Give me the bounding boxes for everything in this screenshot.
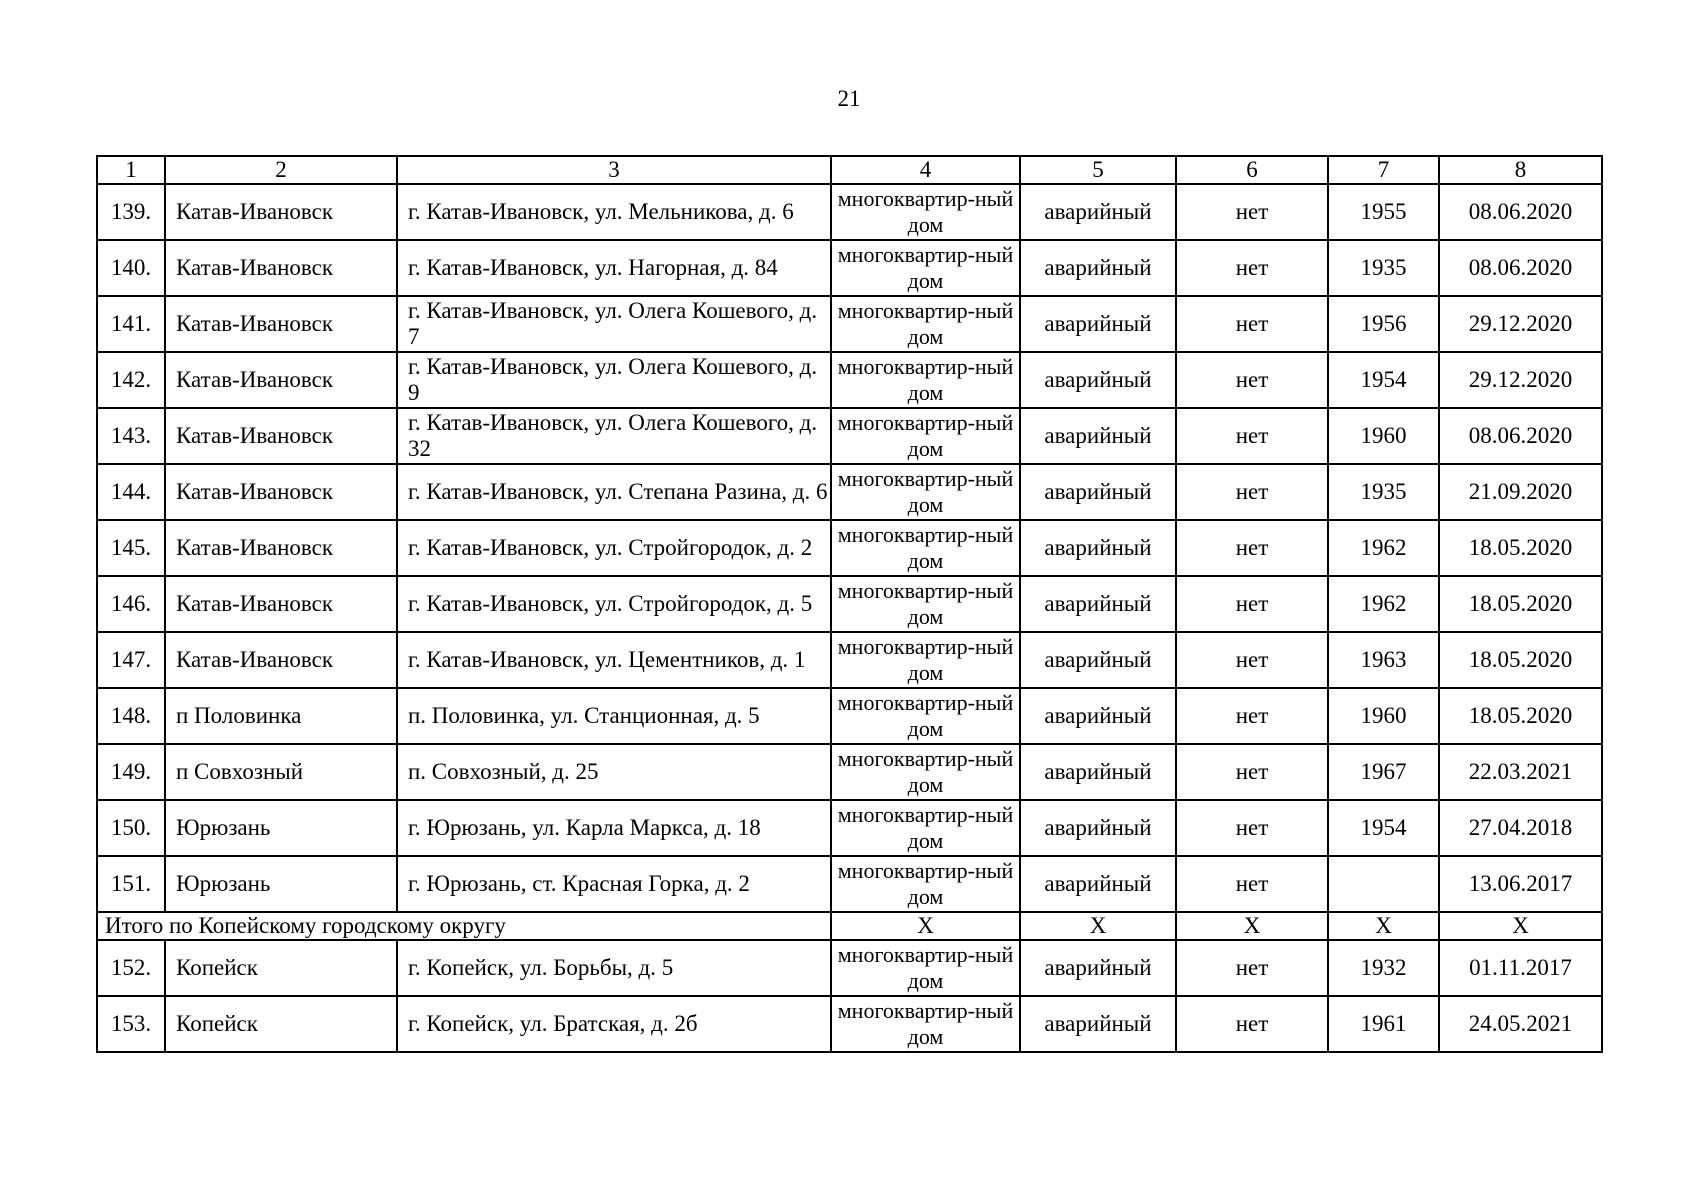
address-cell: г. Катав-Ивановск, ул. Стройгородок, д. 5 (397, 576, 831, 632)
status-cell: аварийный (1020, 520, 1176, 576)
locality-cell: Юрюзань (165, 800, 397, 856)
column-header: 4 (831, 156, 1020, 184)
not-applicable-mark: X (1020, 912, 1176, 940)
status-cell: аварийный (1020, 464, 1176, 520)
table-row (97, 996, 1602, 1052)
row-number: 149. (97, 744, 165, 800)
flag-cell: нет (1176, 744, 1328, 800)
date-cell: 22.03.2021 (1439, 744, 1602, 800)
table-row (97, 240, 1602, 296)
year-cell (1328, 856, 1439, 912)
flag-cell: нет (1176, 184, 1328, 240)
address-cell: г. Катав-Ивановск, ул. Цементников, д. 1 (397, 632, 831, 688)
building-type-cell: многоквартир-ный дом (831, 184, 1020, 240)
address-cell: г. Юрюзань, ст. Красная Горка, д. 2 (397, 856, 831, 912)
building-type-cell: многоквартир-ный дом (831, 408, 1020, 464)
date-cell: 08.06.2020 (1439, 240, 1602, 296)
not-applicable-mark: X (1328, 912, 1439, 940)
year-cell: 1962 (1328, 520, 1439, 576)
year-cell: 1954 (1328, 352, 1439, 408)
year-cell: 1935 (1328, 240, 1439, 296)
building-type-cell: многоквартир-ный дом (831, 632, 1020, 688)
building-type-cell: многоквартир-ный дом (831, 940, 1020, 996)
table-row (97, 576, 1602, 632)
locality-cell: Катав-Ивановск (165, 464, 397, 520)
status-cell: аварийный (1020, 688, 1176, 744)
flag-cell: нет (1176, 800, 1328, 856)
table-row (97, 352, 1602, 408)
date-cell: 08.06.2020 (1439, 184, 1602, 240)
flag-cell: нет (1176, 352, 1328, 408)
locality-cell: Катав-Ивановск (165, 632, 397, 688)
status-cell: аварийный (1020, 408, 1176, 464)
date-cell: 21.09.2020 (1439, 464, 1602, 520)
flag-cell: нет (1176, 996, 1328, 1052)
locality-cell: Юрюзань (165, 856, 397, 912)
table-row (97, 408, 1602, 464)
year-cell: 1935 (1328, 464, 1439, 520)
building-type-cell: многоквартир-ный дом (831, 856, 1020, 912)
status-cell: аварийный (1020, 296, 1176, 352)
housing-register-table (96, 155, 1603, 1053)
address-cell: г. Катав-Ивановск, ул. Стройгородок, д. 2 (397, 520, 831, 576)
date-cell: 29.12.2020 (1439, 296, 1602, 352)
date-cell: 27.04.2018 (1439, 800, 1602, 856)
date-cell: 29.12.2020 (1439, 352, 1602, 408)
column-header: 3 (397, 156, 831, 184)
locality-cell: Катав-Ивановск (165, 520, 397, 576)
status-cell: аварийный (1020, 996, 1176, 1052)
building-type-cell: многоквартир-ный дом (831, 296, 1020, 352)
address-cell: г. Копейск, ул. Борьбы, д. 5 (397, 940, 831, 996)
row-number: 141. (97, 296, 165, 352)
year-cell: 1960 (1328, 408, 1439, 464)
row-number: 140. (97, 240, 165, 296)
status-cell: аварийный (1020, 800, 1176, 856)
table-row (97, 520, 1602, 576)
flag-cell: нет (1176, 240, 1328, 296)
row-number: 152. (97, 940, 165, 996)
flag-cell: нет (1176, 632, 1328, 688)
locality-cell: п Совхозный (165, 744, 397, 800)
page-number: 21 (837, 86, 861, 111)
address-cell: г. Катав-Ивановск, ул. Олега Кошевого, д. 7 (397, 296, 831, 352)
address-cell: п. Половинка, ул. Станционная, д. 5 (397, 688, 831, 744)
row-number: 146. (97, 576, 165, 632)
status-cell: аварийный (1020, 240, 1176, 296)
status-cell: аварийный (1020, 352, 1176, 408)
building-type-cell: многоквартир-ный дом (831, 996, 1020, 1052)
year-cell: 1955 (1328, 184, 1439, 240)
row-number: 147. (97, 632, 165, 688)
locality-cell: Катав-Ивановск (165, 576, 397, 632)
status-cell: аварийный (1020, 632, 1176, 688)
address-cell: г. Катав-Ивановск, ул. Олега Кошевого, д. 9 (397, 352, 831, 408)
date-cell: 18.05.2020 (1439, 576, 1602, 632)
locality-cell: Катав-Ивановск (165, 296, 397, 352)
address-cell: г. Катав-Ивановск, ул. Олега Кошевого, д. 32 (397, 408, 831, 464)
row-number: 151. (97, 856, 165, 912)
table-row (97, 688, 1602, 744)
flag-cell: нет (1176, 856, 1328, 912)
date-cell: 13.06.2017 (1439, 856, 1602, 912)
flag-cell: нет (1176, 520, 1328, 576)
locality-cell: Катав-Ивановск (165, 408, 397, 464)
not-applicable-mark: X (1439, 912, 1602, 940)
table-row (97, 464, 1602, 520)
address-cell: г. Катав-Ивановск, ул. Степана Разина, д. 6 (397, 464, 831, 520)
column-header: 6 (1176, 156, 1328, 184)
status-cell: аварийный (1020, 184, 1176, 240)
building-type-cell: многоквартир-ный дом (831, 520, 1020, 576)
building-type-cell: многоквартир-ный дом (831, 800, 1020, 856)
table-row (97, 856, 1602, 912)
address-cell: г. Катав-Ивановск, ул. Мельникова, д. 6 (397, 184, 831, 240)
row-number: 143. (97, 408, 165, 464)
date-cell: 08.06.2020 (1439, 408, 1602, 464)
subtotal-label: Итого по Копейскому городскому округу (97, 912, 831, 940)
table-row (97, 744, 1602, 800)
building-type-cell: многоквартир-ный дом (831, 464, 1020, 520)
year-cell: 1962 (1328, 576, 1439, 632)
locality-cell: Катав-Ивановск (165, 240, 397, 296)
address-cell: г. Катав-Ивановск, ул. Нагорная, д. 84 (397, 240, 831, 296)
status-cell: аварийный (1020, 940, 1176, 996)
status-cell: аварийный (1020, 744, 1176, 800)
date-cell: 18.05.2020 (1439, 688, 1602, 744)
locality-cell: Копейск (165, 996, 397, 1052)
table-row (97, 296, 1602, 352)
date-cell: 18.05.2020 (1439, 632, 1602, 688)
building-type-cell: многоквартир-ный дом (831, 576, 1020, 632)
row-number: 145. (97, 520, 165, 576)
row-number: 139. (97, 184, 165, 240)
column-header: 8 (1439, 156, 1602, 184)
not-applicable-mark: X (831, 912, 1020, 940)
flag-cell: нет (1176, 464, 1328, 520)
subtotal-row (97, 912, 1602, 940)
not-applicable-mark: X (1176, 912, 1328, 940)
locality-cell: Катав-Ивановск (165, 352, 397, 408)
locality-cell: Катав-Ивановск (165, 184, 397, 240)
year-cell: 1963 (1328, 632, 1439, 688)
year-cell: 1961 (1328, 996, 1439, 1052)
table-row (97, 940, 1602, 996)
date-cell: 18.05.2020 (1439, 520, 1602, 576)
locality-cell: Копейск (165, 940, 397, 996)
row-number: 148. (97, 688, 165, 744)
date-cell: 24.05.2021 (1439, 996, 1602, 1052)
building-type-cell: многоквартир-ный дом (831, 352, 1020, 408)
table-row (97, 800, 1602, 856)
column-header: 5 (1020, 156, 1176, 184)
table-row (97, 632, 1602, 688)
flag-cell: нет (1176, 576, 1328, 632)
flag-cell: нет (1176, 688, 1328, 744)
row-number: 153. (97, 996, 165, 1052)
year-cell: 1932 (1328, 940, 1439, 996)
column-header: 7 (1328, 156, 1439, 184)
year-cell: 1960 (1328, 688, 1439, 744)
building-type-cell: многоквартир-ный дом (831, 240, 1020, 296)
flag-cell: нет (1176, 940, 1328, 996)
building-type-cell: многоквартир-ный дом (831, 744, 1020, 800)
column-number-row (97, 156, 1602, 184)
row-number: 144. (97, 464, 165, 520)
date-cell: 01.11.2017 (1439, 940, 1602, 996)
address-cell: г. Юрюзань, ул. Карла Маркса, д. 18 (397, 800, 831, 856)
year-cell: 1967 (1328, 744, 1439, 800)
year-cell: 1956 (1328, 296, 1439, 352)
row-number: 150. (97, 800, 165, 856)
building-type-cell: многоквартир-ный дом (831, 688, 1020, 744)
row-number: 142. (97, 352, 165, 408)
table-row (97, 184, 1602, 240)
flag-cell: нет (1176, 296, 1328, 352)
status-cell: аварийный (1020, 856, 1176, 912)
status-cell: аварийный (1020, 576, 1176, 632)
locality-cell: п Половинка (165, 688, 397, 744)
address-cell: г. Копейск, ул. Братская, д. 2б (397, 996, 831, 1052)
column-header: 1 (97, 156, 165, 184)
flag-cell: нет (1176, 408, 1328, 464)
address-cell: п. Совхозный, д. 25 (397, 744, 831, 800)
year-cell: 1954 (1328, 800, 1439, 856)
column-header: 2 (165, 156, 397, 184)
